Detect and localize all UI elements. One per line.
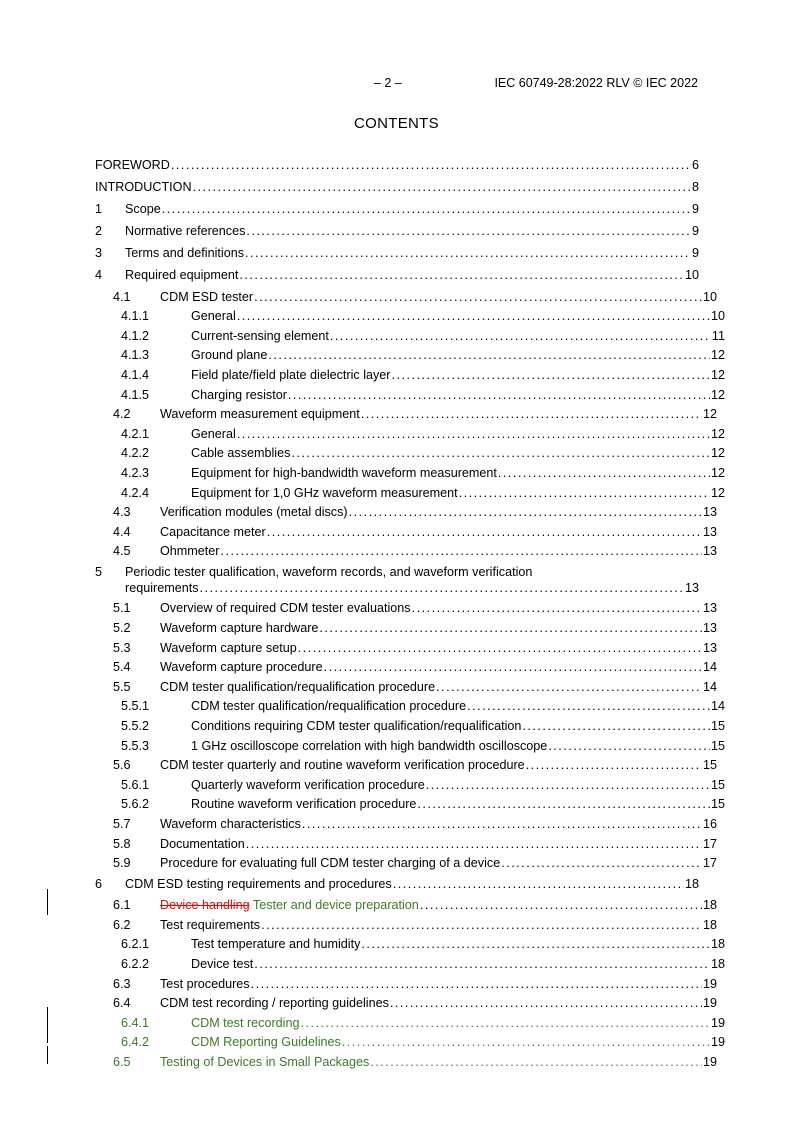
dot-leader xyxy=(254,289,702,305)
toc-entry-number: 4.2.2 xyxy=(121,446,150,461)
toc-entry-number: 5.5.2 xyxy=(121,718,150,733)
toc-entry-label xyxy=(160,897,419,913)
toc-entry-number: 5.7 xyxy=(113,816,131,831)
toc-entry[interactable] xyxy=(95,936,725,952)
toc-entry-label: Waveform measurement equipment xyxy=(160,407,360,422)
toc-entry-label: Equipment for high-bandwidth waveform measurement xyxy=(191,465,497,480)
dot-leader xyxy=(302,816,702,832)
dot-leader xyxy=(300,1015,710,1031)
toc-entry-number: 4.5 xyxy=(113,544,131,559)
dot-leader xyxy=(239,267,684,283)
toc-entry[interactable] xyxy=(95,201,699,217)
toc-entry[interactable] xyxy=(95,347,725,363)
toc-entry[interactable] xyxy=(95,308,725,324)
toc-entry-number: 5.8 xyxy=(113,836,131,851)
toc-entry[interactable] xyxy=(95,679,717,695)
toc-entry[interactable] xyxy=(95,640,717,656)
dot-leader xyxy=(412,600,702,616)
toc-entry[interactable] xyxy=(95,836,717,852)
toc-entry-number: 5.9 xyxy=(113,856,131,871)
toc-entry-page: 8 xyxy=(691,180,699,194)
toc-entry-page: 16 xyxy=(702,816,717,831)
toc-entry-label: FOREWORD xyxy=(95,158,170,172)
toc-entry-label: Test requirements xyxy=(160,917,261,932)
toc-entry-page: 18 xyxy=(710,956,725,971)
toc-entry-label: requirements xyxy=(125,580,199,595)
toc-entry-label: Device test xyxy=(191,956,254,971)
toc-entry-page: 12 xyxy=(710,426,725,441)
toc-entry-page: 9 xyxy=(691,202,699,216)
toc-entry[interactable] xyxy=(95,289,717,305)
toc-entry-page: 19 xyxy=(702,1054,717,1069)
toc-entry-number: 5.6 xyxy=(113,758,131,773)
toc-entry-label: Scope xyxy=(125,202,161,216)
toc-entry-number: 5.4 xyxy=(113,660,131,675)
dot-leader xyxy=(246,223,691,239)
toc-entry[interactable] xyxy=(95,157,699,173)
toc-entry[interactable] xyxy=(95,659,717,675)
dot-leader xyxy=(349,504,702,520)
toc-entry[interactable] xyxy=(95,223,699,239)
toc-entry-number: 3 xyxy=(95,246,103,260)
toc-entry-label: Required equipment xyxy=(125,268,239,282)
dot-leader xyxy=(417,796,710,812)
page-number: – 2 – xyxy=(374,76,402,90)
dot-leader xyxy=(193,179,691,195)
dot-leader xyxy=(498,465,710,481)
toc-entry-page: 12 xyxy=(710,465,725,480)
toc-entry-label: Conditions requiring CDM tester qualification/requalification xyxy=(191,718,522,733)
dot-leader xyxy=(370,1054,702,1070)
toc-entry[interactable] xyxy=(95,406,717,422)
dot-leader xyxy=(420,897,702,913)
dot-leader xyxy=(548,738,710,754)
toc-entry[interactable] xyxy=(95,367,725,383)
dot-leader xyxy=(393,876,684,892)
toc-entry-label: CDM tester qualification/requalification procedure xyxy=(160,679,436,694)
toc-entry-page: 15 xyxy=(710,718,725,733)
toc-entry-page: 19 xyxy=(710,1015,725,1030)
toc-entry-page: 15 xyxy=(710,797,725,812)
toc-entry-number: 4.3 xyxy=(113,505,131,520)
toc-entry[interactable] xyxy=(95,995,717,1011)
toc-entry-label: Field plate/field plate dielectric layer xyxy=(191,367,391,382)
dot-leader xyxy=(162,201,691,217)
toc-entry-page: 13 xyxy=(702,505,717,520)
toc-entry-label: Capacitance meter xyxy=(160,524,266,539)
toc-entry[interactable] xyxy=(95,1034,725,1050)
toc-entry[interactable] xyxy=(95,796,725,812)
toc-entry-number: 1 xyxy=(95,202,103,216)
toc-entry[interactable] xyxy=(95,738,725,754)
toc-entry-number: 5.1 xyxy=(113,601,131,616)
toc-entry[interactable] xyxy=(95,580,699,596)
toc-entry-page: 13 xyxy=(684,580,699,595)
toc-entry-number: 6.4.2 xyxy=(121,1035,150,1050)
toc-entry-number: 6.4 xyxy=(113,996,131,1011)
toc-entry-label: Verification modules (metal discs) xyxy=(160,505,348,520)
toc-entry-label: CDM ESD tester xyxy=(160,289,254,304)
toc-entry-label: Routine waveform verification procedure xyxy=(191,797,417,812)
dot-leader xyxy=(390,995,702,1011)
toc-entry-label: Normative references xyxy=(125,224,246,238)
toc-entry-page: 14 xyxy=(702,679,717,694)
toc-entry-number: 2 xyxy=(95,224,103,238)
toc-entry-number: 6.1 xyxy=(113,898,131,913)
toc-entry-page: 10 xyxy=(710,309,725,324)
toc-entry[interactable] xyxy=(95,698,725,714)
dot-leader xyxy=(245,245,691,261)
toc-entry[interactable] xyxy=(95,757,717,773)
toc-entry-number: 6.2.1 xyxy=(121,937,150,952)
toc-entry-page: 11 xyxy=(711,328,725,343)
toc-entry-page: 15 xyxy=(702,758,717,773)
page-title: CONTENTS xyxy=(354,115,439,132)
dot-leader xyxy=(522,718,710,734)
dot-leader xyxy=(392,367,710,383)
dot-leader xyxy=(288,387,710,403)
toc-entry[interactable] xyxy=(95,917,717,933)
toc-entry-label: CDM Reporting Guidelines xyxy=(191,1035,341,1050)
toc-entry-label: Waveform capture procedure xyxy=(160,660,323,675)
toc-entry-label: Waveform capture hardware xyxy=(160,620,319,635)
toc-entry-page: 14 xyxy=(710,699,725,714)
toc-entry[interactable] xyxy=(95,465,725,481)
toc-entry[interactable] xyxy=(95,543,717,559)
toc-entry-page: 18 xyxy=(702,898,717,913)
toc-entry[interactable] xyxy=(95,876,699,892)
toc-entry-page: 10 xyxy=(684,268,699,282)
dot-leader xyxy=(324,659,702,675)
inserted-text: Tester and device preparation xyxy=(249,898,419,913)
toc-entry-page: 13 xyxy=(702,640,717,655)
toc-entry-page: 13 xyxy=(702,601,717,616)
dot-leader xyxy=(298,640,702,656)
dot-leader xyxy=(268,347,710,363)
toc-entry-label: General xyxy=(191,309,236,324)
toc-entry-page: 9 xyxy=(691,224,699,238)
toc-entry[interactable] xyxy=(95,855,717,871)
toc-entry-label: CDM tester quarterly and routine waveform verification procedure xyxy=(160,758,525,773)
toc-entry-label: Ohmmeter xyxy=(160,544,220,559)
toc-entry-number: 4 xyxy=(95,268,103,282)
toc-entry[interactable] xyxy=(95,897,717,913)
toc-entry-number: 4.2.3 xyxy=(121,465,150,480)
toc-entry[interactable] xyxy=(95,816,717,832)
dot-leader xyxy=(467,698,710,714)
toc-entry-label: Current-sensing element xyxy=(191,328,329,343)
standard-identifier: IEC 60749-28:2022 RLV © IEC 2022 xyxy=(494,76,698,90)
toc-entry[interactable] xyxy=(95,445,725,461)
toc-entry-label: Equipment for 1,0 GHz waveform measurement xyxy=(191,485,458,500)
toc-entry-label: Procedure for evaluating full CDM tester charging of a device xyxy=(160,856,501,871)
toc-entry[interactable] xyxy=(95,1054,717,1070)
dot-leader xyxy=(237,308,710,324)
dot-leader xyxy=(237,426,710,442)
toc-entry-number: 4.2 xyxy=(113,407,131,422)
toc-entry-page: 12 xyxy=(710,387,725,402)
toc-entry[interactable] xyxy=(95,328,725,344)
dot-leader xyxy=(291,445,710,461)
toc-entry[interactable] xyxy=(95,267,699,283)
toc-entry[interactable] xyxy=(95,485,725,501)
change-bar xyxy=(47,1046,48,1064)
dot-leader xyxy=(220,543,702,559)
dot-leader xyxy=(319,620,702,636)
deleted-text: Device handling xyxy=(160,898,250,913)
toc-entry-page: 9 xyxy=(691,246,699,260)
toc-entry-number: 4.4 xyxy=(113,524,131,539)
dot-leader xyxy=(200,580,684,596)
dot-leader xyxy=(251,976,702,992)
toc-entry-number: 4.1.4 xyxy=(121,367,150,382)
toc-entry-page: 18 xyxy=(684,876,699,891)
toc-entry-number: 5.3 xyxy=(113,640,131,655)
toc-entry-number: 5.6.1 xyxy=(121,777,150,792)
toc-entry-page: 6 xyxy=(691,158,699,172)
toc-entry[interactable] xyxy=(95,1015,725,1031)
dot-leader xyxy=(171,157,691,173)
toc-entry-page: 19 xyxy=(702,996,717,1011)
toc-entry-label: Cable assemblies xyxy=(191,446,291,461)
toc-entry-label: 1 GHz oscilloscope correlation with high bandwidth oscilloscope xyxy=(191,738,548,753)
change-bar xyxy=(47,889,48,915)
toc-entry-page: 17 xyxy=(702,836,717,851)
toc-entry-number: 4.1.2 xyxy=(121,328,150,343)
toc-entry[interactable] xyxy=(95,600,717,616)
toc-entry-page: 13 xyxy=(702,620,717,635)
toc-entry-label: CDM tester qualification/requalification procedure xyxy=(191,699,467,714)
toc-entry-label: Quarterly waveform verification procedure xyxy=(191,777,425,792)
toc-entry-page: 13 xyxy=(702,524,717,539)
toc-entry-page: 19 xyxy=(702,976,717,991)
toc-entry[interactable] xyxy=(95,777,725,793)
dot-leader xyxy=(267,524,702,540)
toc-entry[interactable] xyxy=(95,245,699,261)
toc-entry-page: 12 xyxy=(710,367,725,382)
toc-entry-number: 5.5 xyxy=(113,679,131,694)
toc-entry[interactable] xyxy=(95,504,717,520)
toc-entry-page: 12 xyxy=(710,485,725,500)
toc-entry-number: 4.1.3 xyxy=(121,348,150,363)
toc-entry-label: Test temperature and humidity xyxy=(191,937,361,952)
toc-entry-number: 6.3 xyxy=(113,976,131,991)
toc-entry-number: 5.6.2 xyxy=(121,797,150,812)
dot-leader xyxy=(254,956,710,972)
dot-leader xyxy=(361,936,710,952)
dot-leader xyxy=(436,679,702,695)
toc-entry-label: Ground plane xyxy=(191,348,268,363)
dot-leader xyxy=(426,777,710,793)
toc-entry-number: 6.4.1 xyxy=(121,1015,150,1030)
page-header xyxy=(0,76,793,92)
toc-entry[interactable] xyxy=(95,426,725,442)
toc-entry-number: 6 xyxy=(95,876,103,891)
dot-leader xyxy=(501,855,702,871)
toc-entry-number: 4.1 xyxy=(113,289,131,304)
toc-entry-label: Testing of Devices in Small Packages xyxy=(160,1054,370,1069)
toc-entry-label: Terms and definitions xyxy=(125,246,245,260)
toc-entry-page: 12 xyxy=(710,348,725,363)
toc-entry-label: Documentation xyxy=(160,836,245,851)
toc-entry-label: CDM ESD testing requirements and procedures xyxy=(125,876,392,891)
toc-entry-number: 4.1.1 xyxy=(121,309,150,324)
toc-entry-label: CDM test recording / reporting guidelines xyxy=(160,996,389,1011)
toc-entry-label: Periodic tester qualification, waveform records, and waveform verification xyxy=(125,564,533,579)
toc-entry[interactable] xyxy=(95,620,717,636)
toc-entry[interactable] xyxy=(95,718,725,734)
change-bar xyxy=(47,1007,48,1043)
toc-entry-number: 6.2.2 xyxy=(121,956,150,971)
dot-leader xyxy=(261,917,702,933)
toc-entry-page: 15 xyxy=(710,738,725,753)
toc-entry-label: General xyxy=(191,426,236,441)
toc-entry-number: 4.1.5 xyxy=(121,387,150,402)
toc-entry-page: 18 xyxy=(710,937,725,952)
toc-entry[interactable] xyxy=(95,956,725,972)
toc-entry-label: INTRODUCTION xyxy=(95,180,192,194)
toc-entry-number: 5 xyxy=(95,564,103,579)
toc-entry-page: 15 xyxy=(710,777,725,792)
toc-entry-page: 13 xyxy=(702,544,717,559)
toc-entry-number: 6.2 xyxy=(113,917,131,932)
toc-entry[interactable] xyxy=(95,564,699,580)
toc-entry[interactable] xyxy=(95,387,725,403)
toc-entry-number: 6.5 xyxy=(113,1054,131,1069)
toc-entry-page: 18 xyxy=(702,917,717,932)
toc-entry-label: Waveform capture setup xyxy=(160,640,297,655)
toc-entry-label: Waveform characteristics xyxy=(160,816,301,831)
toc-entry-number: 4.2.4 xyxy=(121,485,150,500)
toc-entry[interactable] xyxy=(95,976,717,992)
toc-entry-number: 5.5.1 xyxy=(121,699,150,714)
dot-leader xyxy=(459,485,710,501)
toc-entry-number: 5.5.3 xyxy=(121,738,150,753)
toc-entry-label: CDM test recording xyxy=(191,1015,300,1030)
toc-entry-label: Overview of required CDM tester evaluations xyxy=(160,601,411,616)
dot-leader xyxy=(330,328,711,344)
dot-leader xyxy=(246,836,702,852)
toc-entry-page: 14 xyxy=(702,660,717,675)
toc-entry-number: 5.2 xyxy=(113,620,131,635)
toc-entry[interactable] xyxy=(95,179,699,195)
toc-entry-page: 10 xyxy=(702,289,717,304)
toc-entry-page: 12 xyxy=(702,407,717,422)
toc-entry-page: 17 xyxy=(702,856,717,871)
dot-leader xyxy=(342,1034,710,1050)
dot-leader xyxy=(526,757,702,773)
toc-entry-page: 19 xyxy=(710,1035,725,1050)
toc-entry-label: Test procedures xyxy=(160,976,250,991)
toc-entry-label: Charging resistor xyxy=(191,387,287,402)
toc-entry-number: 4.2.1 xyxy=(121,426,150,441)
dot-leader xyxy=(361,406,702,422)
toc-entry-page: 12 xyxy=(710,446,725,461)
toc-entry[interactable] xyxy=(95,524,717,540)
